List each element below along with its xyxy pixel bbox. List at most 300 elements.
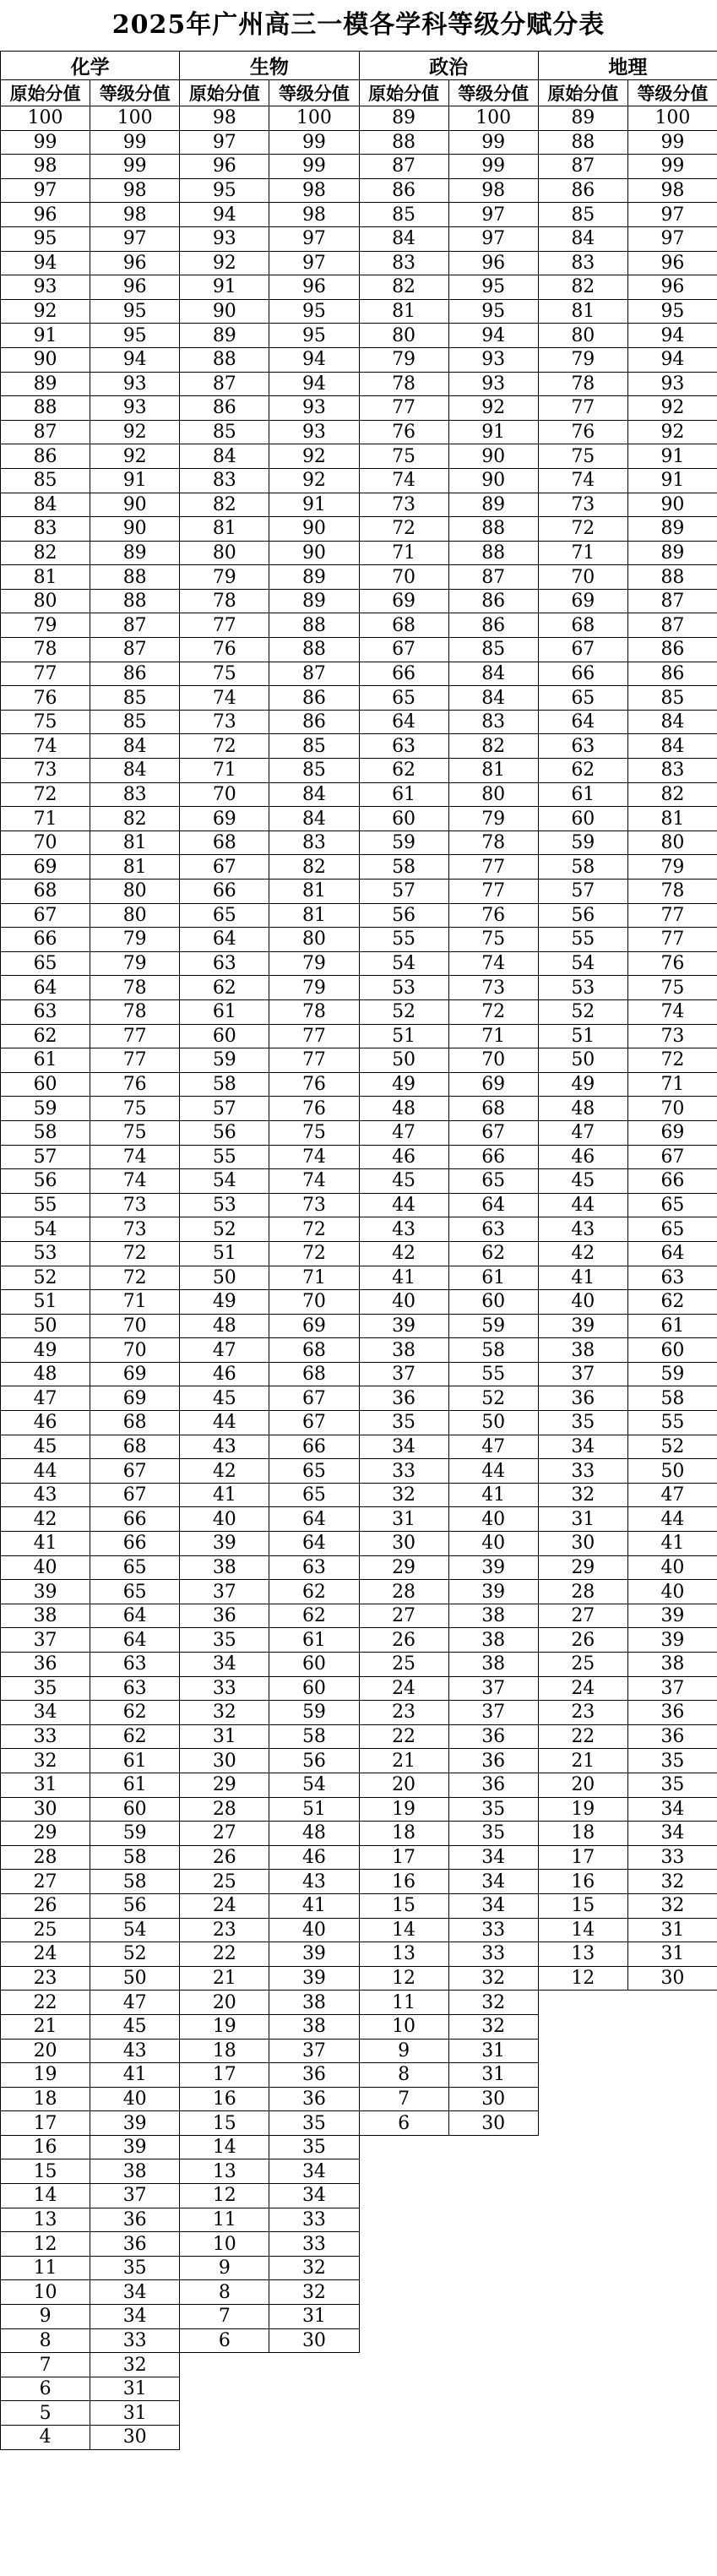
score-conversion-table bbox=[0, 51, 717, 2450]
table-row bbox=[1, 1338, 717, 1363]
raw-score-cell: 18 bbox=[180, 2039, 269, 2063]
table-row bbox=[1, 1555, 717, 1580]
raw-score-cell: 100 bbox=[1, 106, 90, 131]
grade-score-cell: 39 bbox=[448, 1580, 538, 1604]
raw-score-cell: 78 bbox=[538, 372, 627, 396]
raw-score-cell: 94 bbox=[180, 203, 269, 227]
grade-score-cell: 40 bbox=[448, 1507, 538, 1532]
grade-score-header: 等级分值 bbox=[269, 80, 359, 106]
raw-score-cell: 92 bbox=[180, 251, 269, 275]
raw-score-cell: 47 bbox=[359, 1120, 448, 1145]
raw-score-cell: 71 bbox=[359, 541, 448, 565]
grade-score-cell: 66 bbox=[90, 1532, 180, 1556]
raw-score-cell: 62 bbox=[538, 759, 627, 783]
empty-cell bbox=[627, 2014, 717, 2039]
grade-score-cell: 69 bbox=[448, 1072, 538, 1097]
raw-score-cell: 93 bbox=[1, 275, 90, 300]
empty-cell bbox=[448, 2426, 538, 2450]
grade-score-cell: 38 bbox=[448, 1628, 538, 1653]
raw-score-cell: 66 bbox=[1, 928, 90, 952]
raw-score-cell: 91 bbox=[1, 324, 90, 348]
raw-score-cell: 71 bbox=[1, 807, 90, 831]
raw-score-cell: 85 bbox=[359, 203, 448, 227]
raw-score-cell: 58 bbox=[359, 855, 448, 880]
raw-score-cell: 29 bbox=[1, 1822, 90, 1846]
raw-score-cell: 48 bbox=[180, 1314, 269, 1338]
grade-score-cell: 96 bbox=[90, 251, 180, 275]
grade-score-cell: 96 bbox=[90, 275, 180, 300]
raw-score-cell: 40 bbox=[538, 1290, 627, 1315]
empty-cell bbox=[359, 2280, 448, 2305]
grade-score-cell: 74 bbox=[90, 1145, 180, 1169]
raw-score-cell: 58 bbox=[1, 1120, 90, 1145]
raw-score-header: 原始分值 bbox=[180, 80, 269, 106]
table-row bbox=[1, 1580, 717, 1604]
raw-score-cell: 18 bbox=[538, 1822, 627, 1846]
raw-score-cell: 87 bbox=[1, 420, 90, 444]
grade-score-cell: 77 bbox=[90, 1048, 180, 1073]
grade-score-cell: 77 bbox=[448, 855, 538, 880]
grade-score-cell: 87 bbox=[627, 589, 717, 613]
grade-score-cell: 59 bbox=[627, 1362, 717, 1386]
grade-score-cell: 94 bbox=[90, 347, 180, 372]
grade-score-cell: 75 bbox=[269, 1120, 359, 1145]
grade-score-cell: 32 bbox=[448, 2014, 538, 2039]
grade-score-cell: 33 bbox=[627, 1845, 717, 1870]
grade-score-cell: 99 bbox=[627, 130, 717, 155]
raw-score-cell: 76 bbox=[359, 420, 448, 444]
raw-score-cell: 15 bbox=[1, 2159, 90, 2184]
raw-score-cell: 47 bbox=[1, 1386, 90, 1411]
grade-score-cell: 92 bbox=[269, 444, 359, 469]
raw-score-cell: 72 bbox=[1, 782, 90, 807]
raw-score-cell: 44 bbox=[1, 1459, 90, 1484]
grade-score-cell: 34 bbox=[448, 1893, 538, 1918]
raw-score-cell: 53 bbox=[1, 1241, 90, 1266]
empty-cell bbox=[627, 2111, 717, 2136]
raw-score-cell: 19 bbox=[1, 2063, 90, 2088]
raw-score-cell: 16 bbox=[180, 2087, 269, 2111]
raw-score-cell: 37 bbox=[538, 1362, 627, 1386]
raw-score-cell: 77 bbox=[359, 396, 448, 421]
grade-score-cell: 98 bbox=[448, 178, 538, 203]
raw-score-cell: 68 bbox=[538, 613, 627, 638]
grade-score-cell: 50 bbox=[90, 1966, 180, 1991]
grade-score-cell: 98 bbox=[90, 203, 180, 227]
grade-score-cell: 75 bbox=[448, 928, 538, 952]
table-row bbox=[1, 613, 717, 638]
raw-score-cell: 29 bbox=[180, 1773, 269, 1797]
raw-score-cell: 27 bbox=[180, 1822, 269, 1846]
raw-score-cell: 68 bbox=[359, 613, 448, 638]
grade-score-cell: 45 bbox=[90, 2014, 180, 2039]
grade-score-cell: 79 bbox=[627, 855, 717, 880]
raw-score-cell: 34 bbox=[359, 1435, 448, 1459]
table-row bbox=[1, 517, 717, 542]
raw-score-cell: 15 bbox=[538, 1893, 627, 1918]
raw-score-cell: 76 bbox=[1, 686, 90, 711]
grade-score-cell: 70 bbox=[627, 1097, 717, 1121]
table-row bbox=[1, 1991, 717, 2015]
grade-score-cell: 96 bbox=[269, 275, 359, 300]
raw-score-cell: 53 bbox=[538, 976, 627, 1000]
raw-score-cell: 21 bbox=[538, 1749, 627, 1773]
table-row bbox=[1, 1435, 717, 1459]
raw-score-cell: 80 bbox=[180, 541, 269, 565]
grade-score-cell: 66 bbox=[269, 1435, 359, 1459]
raw-score-cell: 21 bbox=[1, 2014, 90, 2039]
raw-score-cell: 57 bbox=[538, 880, 627, 904]
grade-score-cell: 35 bbox=[448, 1822, 538, 1846]
table-row bbox=[1, 928, 717, 952]
raw-score-cell: 36 bbox=[359, 1386, 448, 1411]
grade-score-cell: 94 bbox=[448, 324, 538, 348]
grade-score-cell: 62 bbox=[90, 1701, 180, 1725]
grade-score-cell: 86 bbox=[269, 710, 359, 734]
raw-score-cell: 51 bbox=[538, 1024, 627, 1048]
raw-score-cell: 52 bbox=[359, 999, 448, 1024]
raw-score-cell: 21 bbox=[359, 1749, 448, 1773]
raw-score-cell: 80 bbox=[1, 589, 90, 613]
raw-score-cell: 31 bbox=[1, 1773, 90, 1797]
grade-score-cell: 88 bbox=[269, 638, 359, 662]
grade-score-cell: 80 bbox=[90, 903, 180, 928]
grade-score-cell: 99 bbox=[627, 155, 717, 179]
grade-score-cell: 63 bbox=[90, 1676, 180, 1701]
grade-score-cell: 68 bbox=[448, 1097, 538, 1121]
raw-score-cell: 16 bbox=[359, 1870, 448, 1894]
raw-score-cell: 24 bbox=[180, 1893, 269, 1918]
raw-score-cell: 75 bbox=[1, 710, 90, 734]
raw-score-cell: 97 bbox=[1, 178, 90, 203]
grade-score-cell: 52 bbox=[448, 1386, 538, 1411]
grade-score-cell: 65 bbox=[448, 1169, 538, 1194]
grade-score-cell: 66 bbox=[90, 1507, 180, 1532]
grade-score-cell: 99 bbox=[90, 155, 180, 179]
grade-score-cell: 59 bbox=[90, 1822, 180, 1846]
raw-score-cell: 52 bbox=[1, 1266, 90, 1290]
empty-cell bbox=[448, 2159, 538, 2184]
grade-score-cell: 33 bbox=[448, 1918, 538, 1942]
grade-score-cell: 40 bbox=[627, 1580, 717, 1604]
raw-score-cell: 49 bbox=[538, 1072, 627, 1097]
grade-score-cell: 100 bbox=[269, 106, 359, 131]
raw-score-cell: 56 bbox=[538, 903, 627, 928]
grade-score-cell: 79 bbox=[90, 928, 180, 952]
table-row bbox=[1, 1797, 717, 1822]
table-row bbox=[1, 638, 717, 662]
grade-score-cell: 83 bbox=[90, 782, 180, 807]
raw-score-cell: 28 bbox=[538, 1580, 627, 1604]
grade-score-cell: 52 bbox=[90, 1942, 180, 1967]
grade-score-cell: 44 bbox=[448, 1459, 538, 1484]
raw-score-cell: 85 bbox=[538, 203, 627, 227]
table-row bbox=[1, 372, 717, 396]
raw-score-cell: 44 bbox=[359, 1193, 448, 1217]
raw-score-cell: 24 bbox=[1, 1942, 90, 1967]
raw-score-cell: 35 bbox=[1, 1676, 90, 1701]
raw-score-cell: 21 bbox=[180, 1966, 269, 1991]
grade-score-cell: 32 bbox=[627, 1893, 717, 1918]
raw-score-cell: 60 bbox=[1, 1072, 90, 1097]
raw-score-cell: 12 bbox=[538, 1966, 627, 1991]
grade-score-cell: 60 bbox=[269, 1676, 359, 1701]
grade-score-cell: 86 bbox=[448, 589, 538, 613]
page-title: 2025年广州高三一模各学科等级分赋分表 bbox=[111, 10, 606, 40]
grade-score-cell: 97 bbox=[90, 226, 180, 251]
grade-score-cell: 68 bbox=[269, 1362, 359, 1386]
raw-score-cell: 31 bbox=[538, 1507, 627, 1532]
empty-cell bbox=[180, 2426, 269, 2450]
grade-score-cell: 74 bbox=[269, 1169, 359, 1194]
grade-score-cell: 32 bbox=[90, 2353, 180, 2377]
raw-score-cell: 23 bbox=[180, 1918, 269, 1942]
raw-score-cell: 60 bbox=[538, 807, 627, 831]
grade-score-cell: 95 bbox=[269, 299, 359, 324]
raw-score-cell: 61 bbox=[359, 782, 448, 807]
grade-score-cell: 72 bbox=[269, 1217, 359, 1242]
raw-score-cell: 54 bbox=[1, 1217, 90, 1242]
table-row bbox=[1, 1097, 717, 1121]
grade-score-cell: 85 bbox=[448, 638, 538, 662]
empty-cell bbox=[627, 2039, 717, 2063]
empty-cell bbox=[538, 2426, 627, 2450]
grade-score-cell: 70 bbox=[90, 1314, 180, 1338]
grade-score-cell: 97 bbox=[448, 226, 538, 251]
raw-score-cell: 83 bbox=[538, 251, 627, 275]
raw-score-cell: 81 bbox=[538, 299, 627, 324]
grade-score-cell: 72 bbox=[448, 999, 538, 1024]
raw-score-cell: 78 bbox=[1, 638, 90, 662]
raw-score-cell: 82 bbox=[180, 493, 269, 517]
grade-score-cell: 90 bbox=[448, 468, 538, 493]
grade-score-cell: 64 bbox=[269, 1532, 359, 1556]
grade-score-cell: 91 bbox=[627, 444, 717, 469]
grade-score-cell: 84 bbox=[448, 662, 538, 686]
grade-score-cell: 39 bbox=[627, 1604, 717, 1628]
raw-score-cell: 66 bbox=[538, 662, 627, 686]
grade-score-cell: 38 bbox=[448, 1604, 538, 1628]
grade-score-cell: 90 bbox=[269, 517, 359, 542]
grade-score-cell: 51 bbox=[269, 1797, 359, 1822]
raw-score-cell: 30 bbox=[1, 1797, 90, 1822]
raw-score-cell: 59 bbox=[359, 831, 448, 855]
raw-score-cell: 44 bbox=[180, 1411, 269, 1435]
table-row bbox=[1, 2135, 717, 2159]
raw-score-cell: 13 bbox=[538, 1942, 627, 1967]
grade-score-cell: 62 bbox=[90, 1724, 180, 1749]
grade-score-cell: 73 bbox=[90, 1217, 180, 1242]
subject-header-geography: 地理 bbox=[538, 52, 717, 80]
grade-score-cell: 39 bbox=[90, 2111, 180, 2136]
raw-score-cell: 48 bbox=[359, 1097, 448, 1121]
raw-score-cell: 84 bbox=[538, 226, 627, 251]
grade-score-cell: 58 bbox=[627, 1386, 717, 1411]
grade-score-cell: 68 bbox=[90, 1411, 180, 1435]
grade-score-cell: 72 bbox=[90, 1241, 180, 1266]
empty-cell bbox=[627, 2280, 717, 2305]
table-row bbox=[1, 1241, 717, 1266]
grade-score-cell: 89 bbox=[269, 565, 359, 590]
grade-score-cell: 62 bbox=[448, 1241, 538, 1266]
grade-score-cell: 71 bbox=[90, 1290, 180, 1315]
table-row bbox=[1, 1290, 717, 1315]
raw-score-cell: 67 bbox=[359, 638, 448, 662]
raw-score-cell: 86 bbox=[180, 396, 269, 421]
raw-score-cell: 46 bbox=[1, 1411, 90, 1435]
empty-cell bbox=[448, 2256, 538, 2280]
table-row bbox=[1, 2014, 717, 2039]
raw-score-cell: 48 bbox=[1, 1362, 90, 1386]
grade-score-cell: 76 bbox=[627, 951, 717, 976]
raw-score-cell: 18 bbox=[359, 1822, 448, 1846]
raw-score-cell: 89 bbox=[538, 106, 627, 131]
grade-score-cell: 66 bbox=[448, 1145, 538, 1169]
raw-score-cell: 10 bbox=[359, 2014, 448, 2039]
raw-score-cell: 87 bbox=[180, 372, 269, 396]
empty-cell bbox=[627, 2159, 717, 2184]
raw-score-cell: 56 bbox=[180, 1120, 269, 1145]
grade-score-cell: 85 bbox=[90, 710, 180, 734]
grade-score-cell: 89 bbox=[627, 517, 717, 542]
grade-score-cell: 31 bbox=[627, 1918, 717, 1942]
raw-score-cell: 41 bbox=[359, 1266, 448, 1290]
raw-score-cell: 13 bbox=[359, 1942, 448, 1967]
raw-score-cell: 87 bbox=[359, 155, 448, 179]
raw-score-cell: 55 bbox=[1, 1193, 90, 1217]
raw-score-cell: 45 bbox=[1, 1435, 90, 1459]
empty-cell bbox=[269, 2377, 359, 2401]
grade-score-cell: 74 bbox=[627, 999, 717, 1024]
grade-score-cell: 66 bbox=[627, 1169, 717, 1194]
raw-score-cell: 79 bbox=[538, 347, 627, 372]
raw-score-cell: 37 bbox=[359, 1362, 448, 1386]
empty-cell bbox=[448, 2135, 538, 2159]
raw-score-cell: 38 bbox=[359, 1338, 448, 1363]
empty-cell bbox=[627, 2087, 717, 2111]
raw-score-cell: 75 bbox=[180, 662, 269, 686]
empty-cell bbox=[448, 2328, 538, 2353]
raw-score-cell: 87 bbox=[538, 155, 627, 179]
raw-score-cell: 39 bbox=[538, 1314, 627, 1338]
table-row bbox=[1, 565, 717, 590]
grade-score-cell: 86 bbox=[269, 686, 359, 711]
table-row bbox=[1, 2328, 717, 2353]
grade-score-cell: 96 bbox=[448, 251, 538, 275]
raw-score-cell: 67 bbox=[538, 638, 627, 662]
table-row bbox=[1, 1918, 717, 1942]
table-row bbox=[1, 1628, 717, 1653]
raw-score-cell: 17 bbox=[180, 2063, 269, 2088]
raw-score-cell: 42 bbox=[1, 1507, 90, 1532]
grade-score-cell: 33 bbox=[269, 2208, 359, 2232]
raw-score-cell: 86 bbox=[538, 178, 627, 203]
raw-score-cell: 46 bbox=[538, 1145, 627, 1169]
table-body bbox=[1, 106, 717, 2450]
raw-score-cell: 20 bbox=[180, 1991, 269, 2015]
raw-score-cell: 6 bbox=[1, 2377, 90, 2401]
table-row bbox=[1, 1266, 717, 1290]
grade-score-cell: 36 bbox=[627, 1724, 717, 1749]
table-row bbox=[1, 2208, 717, 2232]
raw-score-cell: 78 bbox=[359, 372, 448, 396]
table-row bbox=[1, 106, 717, 131]
grade-score-cell: 64 bbox=[90, 1604, 180, 1628]
raw-score-cell: 61 bbox=[538, 782, 627, 807]
raw-score-cell: 72 bbox=[538, 517, 627, 542]
raw-score-cell: 43 bbox=[359, 1217, 448, 1242]
grade-score-cell: 88 bbox=[269, 613, 359, 638]
table-row bbox=[1, 203, 717, 227]
raw-score-cell: 7 bbox=[1, 2353, 90, 2377]
raw-score-cell: 7 bbox=[180, 2305, 269, 2329]
table-row bbox=[1, 1072, 717, 1097]
raw-score-cell: 14 bbox=[359, 1918, 448, 1942]
grade-score-cell: 78 bbox=[90, 976, 180, 1000]
raw-score-cell: 81 bbox=[180, 517, 269, 542]
grade-score-cell: 36 bbox=[627, 1701, 717, 1725]
table-row bbox=[1, 1653, 717, 1677]
table-row bbox=[1, 1483, 717, 1507]
empty-cell bbox=[627, 2305, 717, 2329]
empty-cell bbox=[359, 2305, 448, 2329]
raw-score-cell: 44 bbox=[538, 1193, 627, 1217]
raw-score-cell: 84 bbox=[180, 444, 269, 469]
table-row bbox=[1, 493, 717, 517]
grade-score-cell: 50 bbox=[627, 1459, 717, 1484]
grade-score-cell: 32 bbox=[269, 2280, 359, 2305]
grade-score-cell: 84 bbox=[90, 759, 180, 783]
table-row bbox=[1, 1676, 717, 1701]
raw-score-cell: 82 bbox=[1, 541, 90, 565]
table-row bbox=[1, 1893, 717, 1918]
raw-score-cell: 5 bbox=[1, 2401, 90, 2426]
raw-score-cell: 59 bbox=[180, 1048, 269, 1073]
raw-score-cell: 10 bbox=[180, 2232, 269, 2257]
grade-score-cell: 96 bbox=[627, 275, 717, 300]
table-row bbox=[1, 1532, 717, 1556]
grade-score-cell: 56 bbox=[90, 1893, 180, 1918]
grade-score-cell: 61 bbox=[627, 1314, 717, 1338]
raw-score-cell: 54 bbox=[180, 1169, 269, 1194]
grade-score-cell: 35 bbox=[448, 1797, 538, 1822]
raw-score-cell: 90 bbox=[180, 299, 269, 324]
table-row bbox=[1, 1701, 717, 1725]
raw-score-cell: 25 bbox=[538, 1653, 627, 1677]
raw-score-cell: 40 bbox=[1, 1555, 90, 1580]
raw-score-cell: 19 bbox=[180, 2014, 269, 2039]
empty-cell bbox=[359, 2328, 448, 2353]
table-row bbox=[1, 1459, 717, 1484]
raw-score-cell: 59 bbox=[538, 831, 627, 855]
raw-score-cell: 17 bbox=[538, 1845, 627, 1870]
subject-header-chemistry: 化学 bbox=[1, 52, 180, 80]
grade-score-cell: 97 bbox=[448, 203, 538, 227]
grade-score-cell: 78 bbox=[627, 880, 717, 904]
raw-score-cell: 30 bbox=[359, 1532, 448, 1556]
grade-score-cell: 30 bbox=[90, 2426, 180, 2450]
grade-score-cell: 73 bbox=[269, 1193, 359, 1217]
grade-score-cell: 87 bbox=[448, 565, 538, 590]
raw-score-cell: 22 bbox=[538, 1724, 627, 1749]
grade-score-cell: 30 bbox=[448, 2111, 538, 2136]
raw-score-cell: 99 bbox=[1, 130, 90, 155]
raw-score-cell: 32 bbox=[1, 1749, 90, 1773]
grade-score-cell: 95 bbox=[269, 324, 359, 348]
grade-score-cell: 34 bbox=[90, 2305, 180, 2329]
raw-score-cell: 80 bbox=[359, 324, 448, 348]
table-row bbox=[1, 2111, 717, 2136]
